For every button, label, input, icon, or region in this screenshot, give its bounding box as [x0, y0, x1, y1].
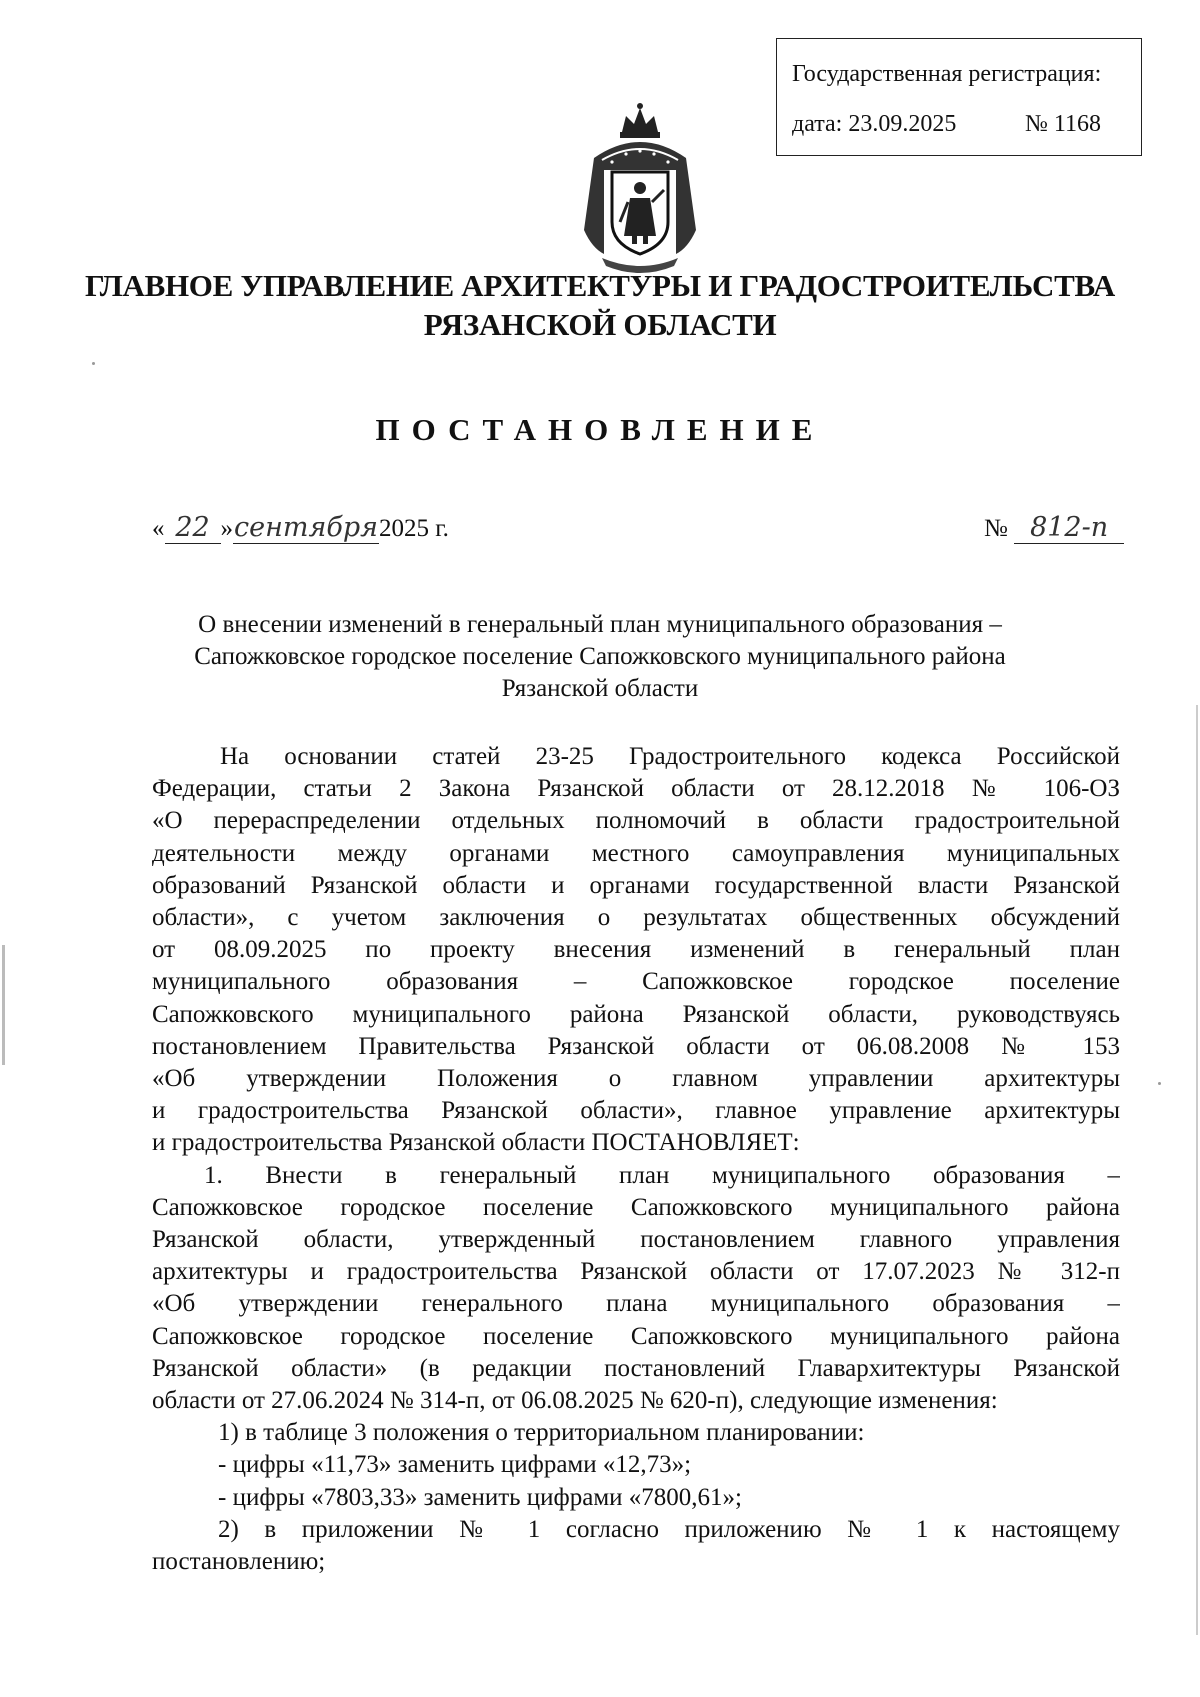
registration-title: Государственная регистрация:: [792, 61, 1102, 87]
text-line: «О перераспределении отдельных полномочий в области градостроительной: [152, 807, 1120, 835]
text-line: 1. Внести в генеральный план муниципального образования –: [204, 1161, 1120, 1189]
date-open-quote: «: [152, 515, 165, 542]
document-number-handwritten: 812-п: [1014, 512, 1124, 544]
text-line: На основании статей 23-25 Градостроительного кодекса Российской: [220, 743, 1120, 770]
ryazan-coat-of-arms-icon: [572, 98, 708, 276]
date-month-handwritten: сентября: [233, 512, 378, 543]
document-type: ПОСТАНОВЛЕНИЕ: [375, 412, 825, 447]
text-line: области от 27.06.2024 № 314-п, от 06.08.2025 № 620-п), следующие изменения:: [152, 1387, 998, 1415]
date-day-handwritten: 22: [165, 512, 221, 544]
registration-date: дата: 23.09.2025: [792, 111, 957, 137]
paragraph-basis: [152, 741, 1120, 1160]
sub-item-1: 1) в таблице 3 положения о территориальном планировании:: [218, 1419, 865, 1447]
sub-item-1a: - цифры «11,73» заменить цифрами «12,73»;: [218, 1451, 692, 1479]
text-line: от 08.09.2025 по проекту внесения изменений в генеральный план: [152, 936, 1120, 964]
scan-edge-mark: [1196, 705, 1198, 1635]
text-line: и градостроительства Рязанской области», главное управление архитектуры: [152, 1097, 1120, 1125]
subject-line-1: О внесении изменений в генеральный план муниципального образования –: [198, 611, 1002, 638]
document-number: [984, 512, 1124, 544]
text-line: образований Рязанской области и органами государственной власти Рязанской: [152, 871, 1120, 899]
scan-speck: [92, 362, 95, 365]
text-line: Рязанской области» (в редакции постановлений Главархитектуры Рязанской: [152, 1354, 1120, 1382]
text-line: муниципального образования – Сапожковское городское поселение: [152, 968, 1120, 996]
document-number-prefix: №: [984, 515, 1008, 542]
registration-number: № 1168: [1025, 111, 1102, 137]
registration-stamp: [776, 38, 1142, 156]
text-line: и градостроительства Рязанской области ПОСТАНОВЛЯЕТ:: [152, 1129, 800, 1157]
sub-item-2: [152, 1514, 1120, 1578]
text-line: «Об утверждении Положения о главном управлении архитектуры: [152, 1065, 1120, 1093]
organization-title-line-2: РЯЗАНСКОЙ ОБЛАСТИ: [423, 307, 777, 342]
text-line: деятельности между органами местного самоуправления муниципальных: [152, 839, 1120, 867]
document-date: [152, 512, 449, 544]
text-line: Сапожковского муниципального района Рязанской области, руководствуясь: [152, 1000, 1120, 1028]
organization-title: [0, 266, 1200, 344]
organization-title-line-1: ГЛАВНОЕ УПРАВЛЕНИЕ АРХИТЕКТУРЫ И ГРАДОСТРОИТЕЛЬСТВА: [84, 268, 1115, 303]
document-body: [152, 741, 1120, 1578]
text-line: области», с учетом заключения о результатах общественных обсуждений: [152, 904, 1120, 932]
sub-item-1b: - цифры «7803,33» заменить цифрами «7800,61»;: [218, 1483, 742, 1511]
subject-line-3: Рязанской области: [501, 675, 699, 702]
scan-speck: [1158, 1082, 1161, 1085]
document-subject: [0, 609, 1200, 705]
text-line: архитектуры и градостроительства Рязанской области от 17.07.2023 № 312-п: [152, 1258, 1120, 1286]
text-line: постановлению;: [152, 1548, 326, 1576]
text-line: Рязанской области, утвержденный постановлением главного управления: [152, 1226, 1120, 1254]
date-close-quote: »: [220, 515, 233, 542]
paragraph-item-1: [152, 1160, 1120, 1418]
text-line: Сапожковское городское поселение Сапожковского муниципального района: [152, 1193, 1120, 1221]
text-line: 2) в приложении № 1 согласно приложению № 1 к настоящему: [218, 1515, 1120, 1543]
text-line: Сапожковское городское поселение Сапожковского муниципального района: [152, 1322, 1120, 1350]
text-line: «Об утверждении генерального плана муниципального образования –: [152, 1290, 1120, 1318]
text-line: постановлением Правительства Рязанской области от 06.08.2008 № 153: [152, 1032, 1120, 1060]
text-line: Федерации, статьи 2 Закона Рязанской области от 28.12.2018 № 106-ОЗ: [152, 775, 1120, 803]
subject-line-2: Сапожковское городское поселение Сапожковского муниципального района: [194, 643, 1006, 670]
scan-margin-mark: [2, 945, 5, 1065]
date-year: 2025 г.: [379, 515, 449, 542]
